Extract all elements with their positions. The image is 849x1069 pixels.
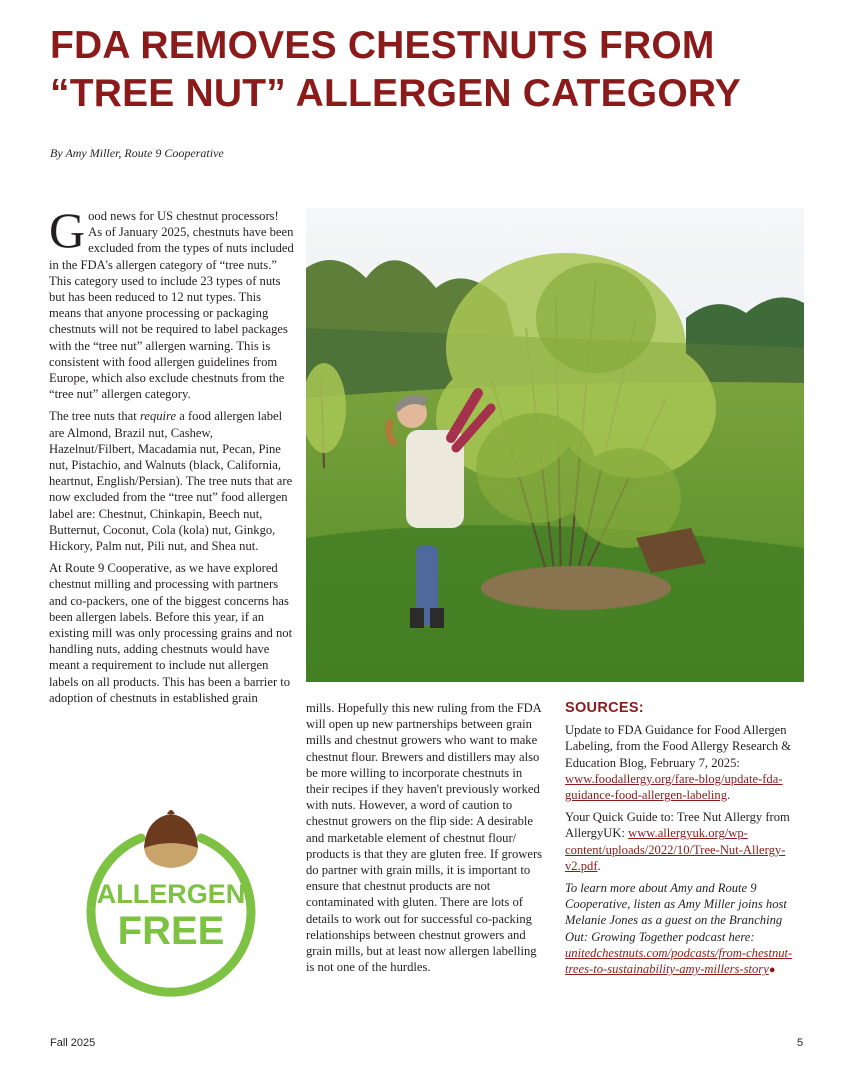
headline — [50, 22, 810, 118]
source-3: To learn more about Amy and Route 9 Cooperative, listen as Amy Miller joins host Melanie Jones as a guest on the Branching Out: Growing Together podcast here: unitedchestnuts.com/podcasts/from-chestnut-trees-to-sustainability-amy-millers-story● — [565, 881, 793, 977]
article-column-1 — [49, 202, 294, 712]
logo-text-free: FREE — [117, 909, 225, 953]
chestnut-icon — [144, 810, 198, 868]
paragraph-grain-mills: mills. Hopefully this new ruling from the FDA will open up new partnerships between grain mills and chestnut growers who want to make chestnut flour. Brewers and distillers may also be more willing to incorporate chestnuts in their recipes if they haven't previously worked with nuts. However, a word of caution to chestnut growers on the flip side: A desirable and marketable element of chestnut flour/ products is that they are gluten free. If growers do partner with grain mills, it is important to ensure that chestnut products are not contaminated with gluten. There are lots of details to work out for successful co-packing relationships between chestnut growers and grain mills, but at least now allergen labelling is not one of the hurdles. — [306, 701, 543, 975]
paragraph-intro-text: ood news for US chestnut processors! As of January 2025, chestnuts have been excluded from the types of nuts included in the FDA's allergen category of “tree nuts.” This category used to include 23 types of nuts but has been reduced to 12 nut types. This means that anyone processing or packaging chestnuts will not be required to label packages with the “tree nut” allergen warning. This is consistent with food allergen guidelines from Europe, which also exclude chestnuts from the “tree nut” allergen category. — [49, 209, 294, 402]
logo-text-allergen: ALLERGEN — [96, 879, 246, 909]
drop-cap: G — [49, 202, 86, 258]
source-3-link[interactable]: unitedchestnuts.com/podcasts/from-chestnut-trees-to-sustainability-amy-millers-story — [565, 945, 793, 977]
allergen-free-logo — [46, 808, 296, 1013]
headline-line-2: “TREE NUT” ALLERGEN CATEGORY — [50, 72, 741, 115]
paragraph-tree-nuts: The tree nuts that require a food allergen label are Almond, Brazil nut, Cashew, Hazelnut/Filbert, Macadamia nut, Pecan, Pine nut, Pistachio, and Walnuts (black, California, heartnut, English/Persian). The tree nuts that are now excluded from the “tree nut” food allergen label are: Chestnut, Chinkapin, Beech nut, Butternut, Coconut, Cola (kola) nut, Ginkgo, Hickory, Palm nut, Pili nut, and Shea nut. — [49, 409, 293, 554]
footer-issue: Fall 2025 — [50, 1037, 96, 1049]
headline-line-1: FDA REMOVES CHESTNUTS FROM — [50, 24, 715, 67]
sources-column — [565, 700, 805, 984]
footer-page-number: 5 — [797, 1037, 804, 1049]
source-2-link[interactable]: www.allergyuk.org/wp-content/uploads/2022/10/Tree-Nut-Allergy-v2.pdf — [565, 826, 786, 873]
paragraph-intro — [49, 202, 294, 402]
paragraph-route9: At Route 9 Cooperative, as we have explored chestnut milling and processing with partners and co-packers, one of the biggest concerns has been allergen labels. Before this year, if an existing mill was only processing grains and not handling nuts, adding chestnuts would have meant a requirement to include nut allergen labels on all products. This has been a barrier to adoption of chestnuts in established grain — [49, 561, 293, 705]
article-column-2 — [306, 700, 546, 981]
emphasis-require: require — [139, 409, 177, 424]
sources-title: SOURCES: — [565, 700, 644, 716]
end-mark-chestnut-icon: ● — [768, 964, 776, 977]
source-2: Your Quick Guide to: Tree Nut Allergy from AllergyUK: www.allergyuk.org/wp-content/uploads/2022/10/Tree-Nut-Allergy-v2.pdf. — [565, 810, 790, 873]
byline: By Amy Miller, Route 9 Cooperative — [50, 146, 224, 160]
orchard-photo — [306, 208, 804, 682]
source-1: Update to FDA Guidance for Food Allergen Labeling, from the Food Allergy Research & Education Blog, February 7, 2025: www.foodallergy.org/fare-blog/update-fda-guidance-food-allergen-labeling. — [565, 723, 792, 803]
source-1-link[interactable]: www.foodallergy.org/fare-blog/update-fda-guidance-food-allergen-labeling — [565, 771, 783, 803]
